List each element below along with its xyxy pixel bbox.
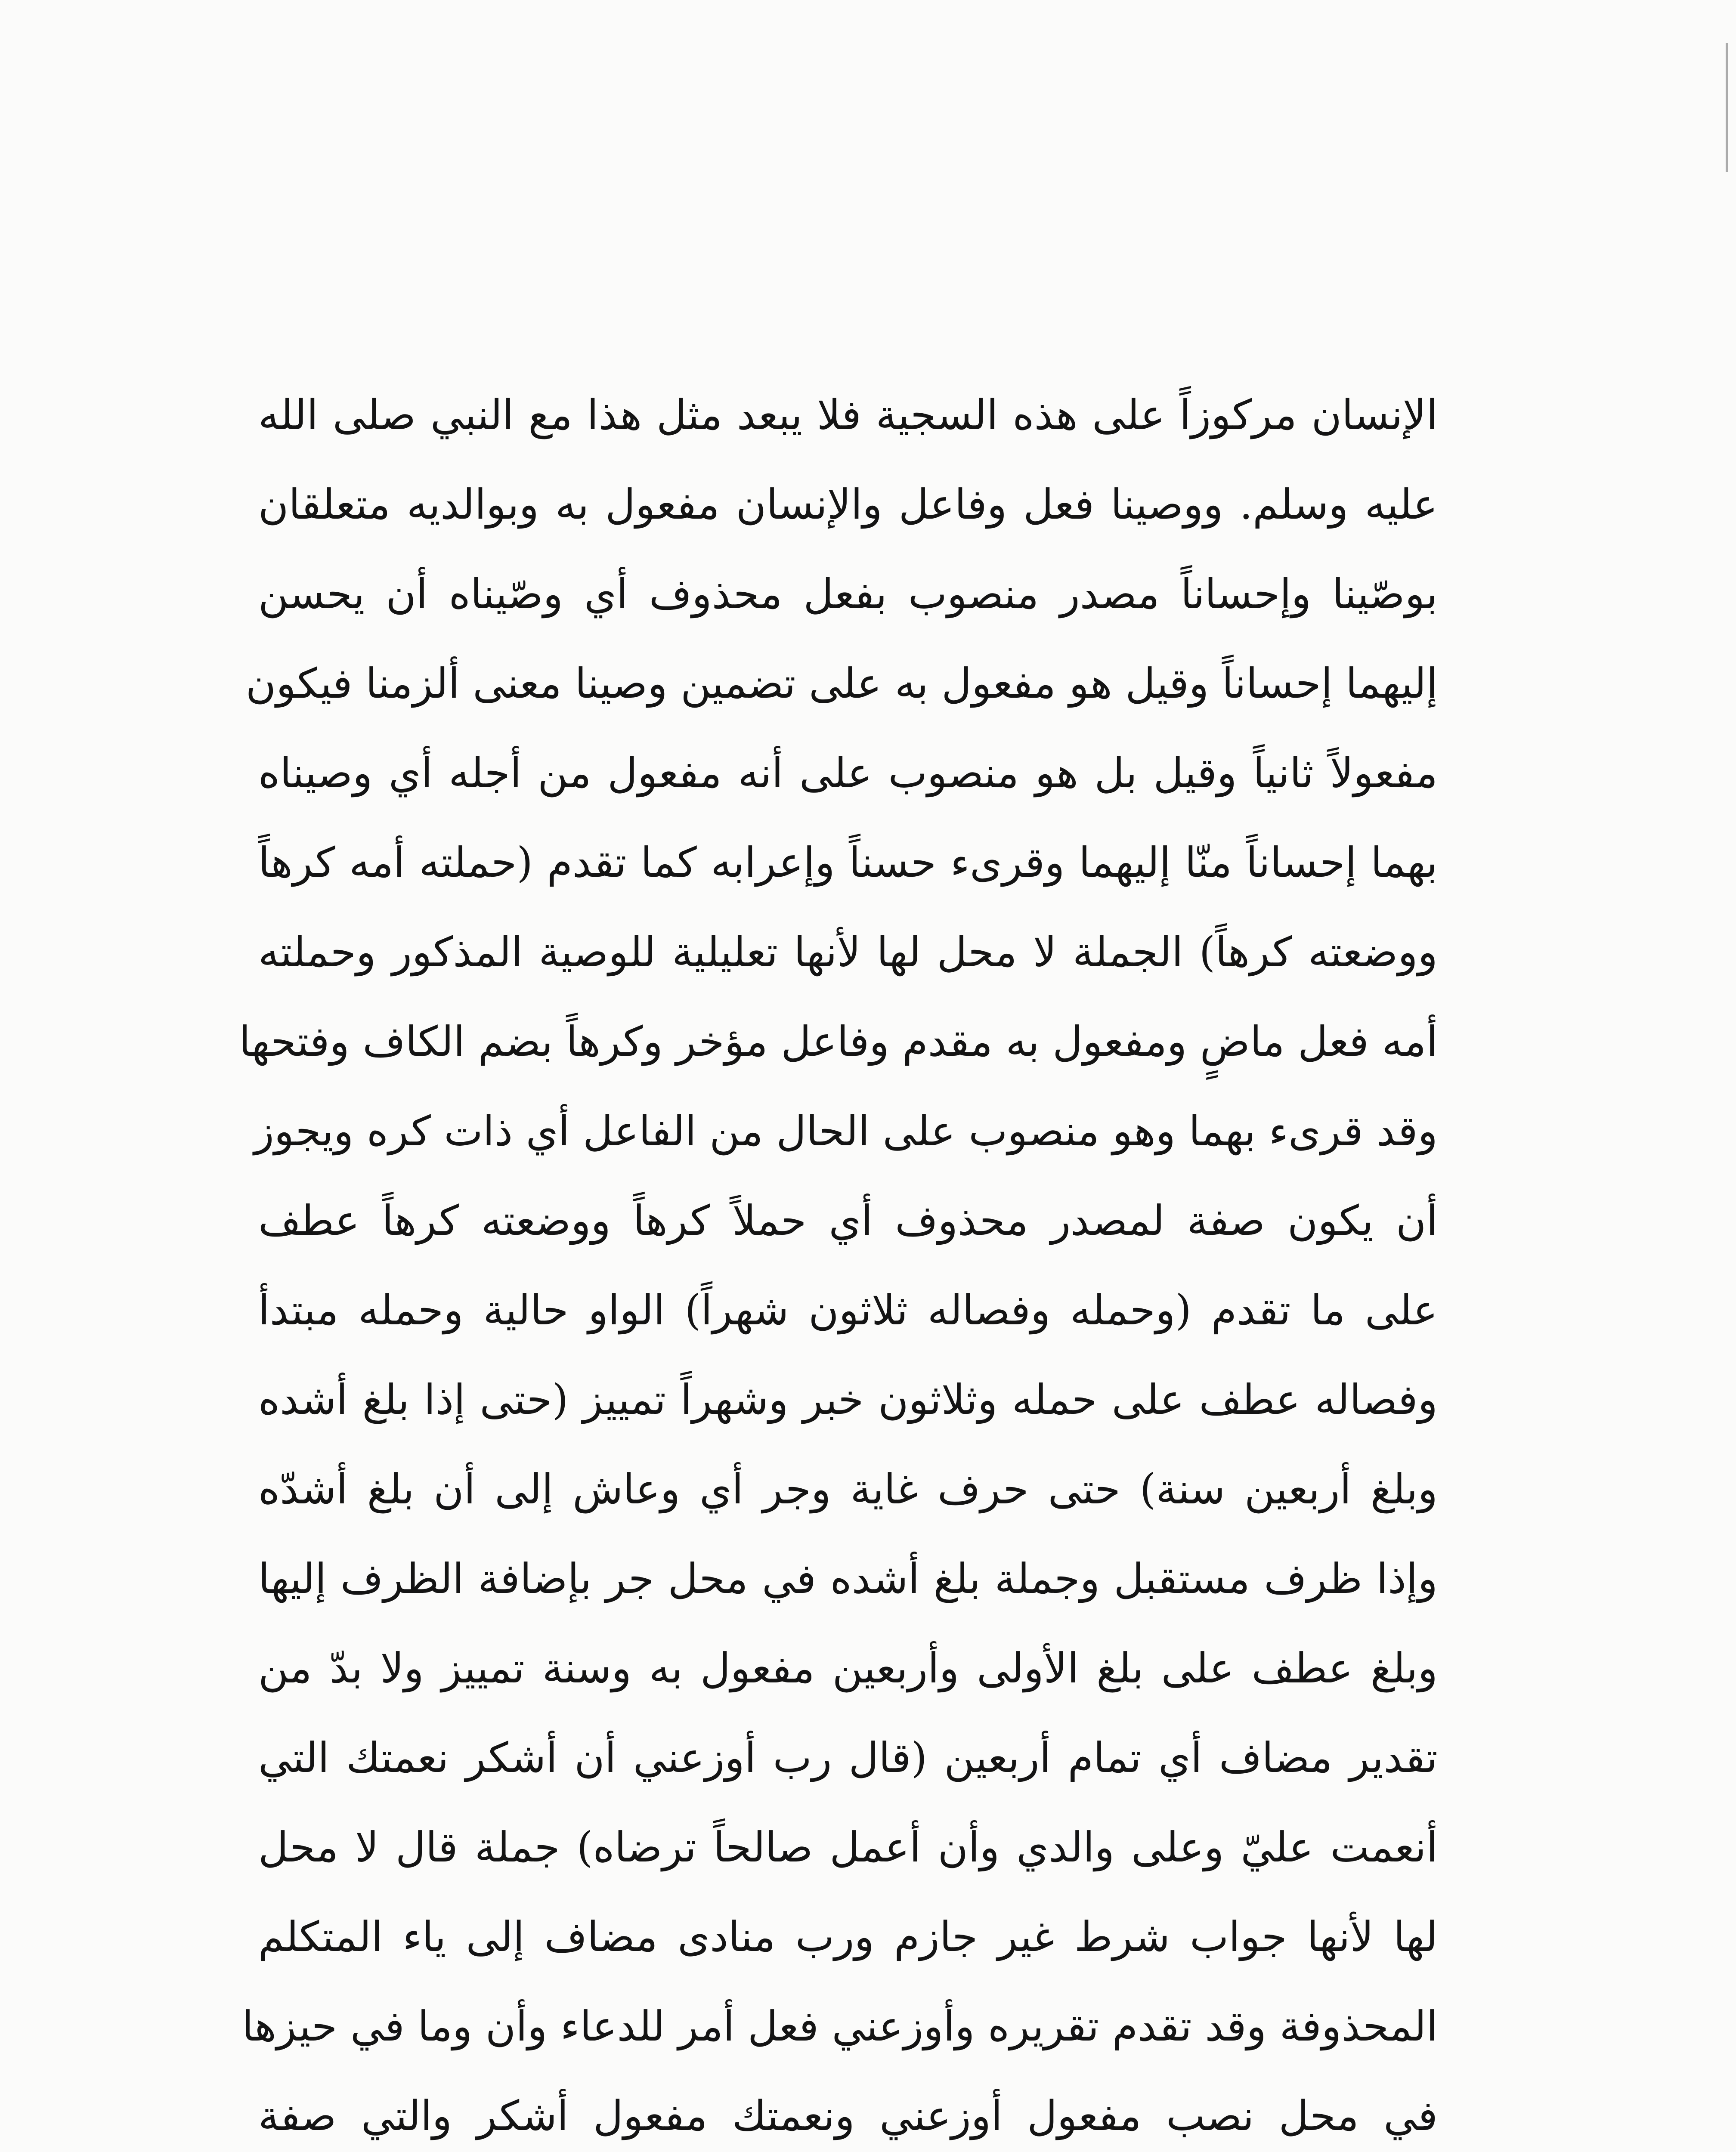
text-line: مفعولاً ثانياً وقيل بل هو منصوب على أنه مفعول من أجله أي وصيناه: [258, 749, 1438, 797]
text-line: بهما إحساناً منّا إليهما وقرىء حسناً وإعرابه كما تقدم (حملته أمه كرهاً: [258, 838, 1438, 887]
body-text: [239, 370, 1438, 2152]
text-line: أن يكون صفة لمصدر محذوف أي حملاً كرهاً ووضعته كرهاً عطف: [258, 1197, 1438, 1245]
text-line: الإنسان مركوزاً على هذه السجية فلا يبعد مثل هذا مع النبي صلى الله: [258, 391, 1438, 439]
text-line: إليهما إحساناً وقيل هو مفعول به على تضمين وصينا معنى ألزمنا فيكون: [245, 659, 1438, 708]
text-line: تقدير مضاف أي تمام أربعين (قال رب أوزعني أن أشكر نعمتك التي: [258, 1734, 1438, 1782]
text-line: ووضعته كرهاً) الجملة لا محل لها لأنها تعليلية للوصية المذكور وحملته: [258, 928, 1438, 976]
text-line: وإذا ظرف مستقبل وجملة بلغ أشده في محل جر بإضافة الظرف إليها: [258, 1555, 1438, 1603]
text-line: المحذوفة وقد تقدم تقريره وأوزعني فعل أمر للدعاء وأن وما في حيزها: [242, 2002, 1438, 2050]
text-line: لها لأنها جواب شرط غير جازم ورب منادى مضاف إلى ياء المتكلم: [258, 1913, 1438, 1961]
text-line: أنعمت عليّ وعلى والدي وأن أعمل صالحاً ترضاه) جملة قال لا محل: [258, 1823, 1438, 1871]
text-line: وبلغ أربعين سنة) حتى حرف غاية وجر أي وعاش إلى أن بلغ أشدّه: [258, 1465, 1438, 1513]
text-line: بوصّينا وإحساناً مصدر منصوب بفعل محذوف أي وصّيناه أن يحسن: [258, 570, 1438, 618]
text-line: وبلغ عطف على بلغ الأولى وأربعين مفعول به وسنة تمييز ولا بدّ من: [258, 1644, 1438, 1692]
text-line: على ما تقدم (وحمله وفصاله ثلاثون شهراً) الواو حالية وحمله مبتدأ: [258, 1286, 1438, 1334]
text-line: في محل نصب مفعول أوزعني ونعمتك مفعول أشكر والتي صفة: [258, 2092, 1438, 2140]
text-line: وقد قرىء بهما وهو منصوب على الحال من الفاعل أي ذات كره ويجوز: [254, 1107, 1438, 1155]
text-line: عليه وسلم. ووصينا فعل وفاعل والإنسان مفعول به وبوالديه متعلقان: [258, 480, 1438, 529]
text-line: أمه فعل ماضٍ ومفعول به مقدم وفاعل مؤخر وكرهاً بضم الكاف وفتحها: [239, 1017, 1438, 1066]
page-edge-mark: [1726, 43, 1728, 172]
text-line: وفصاله عطف على حمله وثلاثون خبر وشهراً تمييز (حتى إذا بلغ أشده: [258, 1376, 1438, 1424]
